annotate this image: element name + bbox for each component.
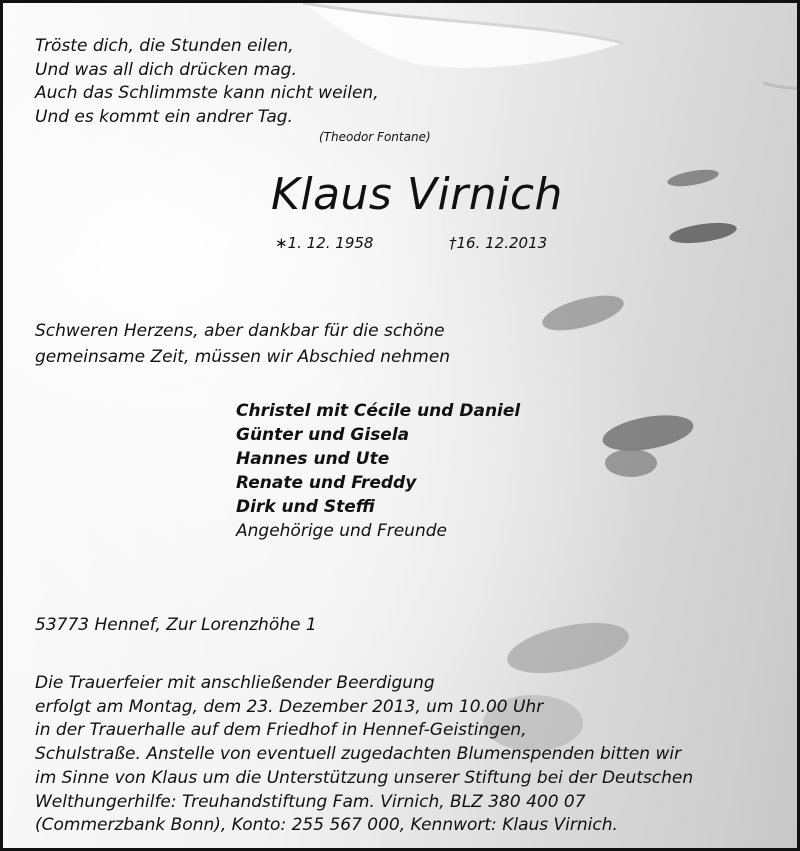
service-line: Schulstraße. Anstelle von eventuell zugedachten Blumenspenden bitten wir [35, 744, 682, 765]
message-line: Schweren Herzens, aber dankbar für die schöne [35, 321, 445, 341]
poem-author: (Theodor Fontane) [319, 130, 431, 144]
mourners-list [236, 399, 520, 543]
service-line: (Commerzbank Bonn), Konto: 255 567 000, Kennwort: Klaus Virnich. [35, 815, 618, 836]
message-line: gemeinsame Zeit, müssen wir Abschied nehmen [35, 347, 451, 367]
mourner: Dirk und Steffi [236, 497, 376, 517]
funeral-service-info [35, 672, 693, 838]
deceased-name: Klaus Virnich [271, 169, 563, 220]
poem-line: Auch das Schlimmste kann nicht weilen, [35, 83, 379, 103]
mourner: Renate und Freddy [236, 473, 417, 493]
death-date: †16. 12.2013 [449, 234, 548, 252]
footprint-5 [605, 449, 657, 477]
poem-line: Und es kommt ein andrer Tag. [35, 106, 293, 127]
footprint-2 [668, 219, 738, 246]
poem [35, 35, 379, 129]
mourner: Christel mit Cécile und Daniel [236, 401, 521, 421]
farewell-message [35, 318, 450, 370]
birth-date: ∗1. 12. 1958 [275, 234, 374, 252]
service-line: erfolgt am Montag, dem 23. Dezember 2013, um 10.00 Uhr [35, 696, 544, 717]
mourner: Günter und Gisela [236, 425, 410, 445]
service-line: im Sinne von Klaus um die Unterstützung unserer Stiftung bei der Deutschen [35, 767, 694, 788]
service-line: Die Trauerfeier mit anschließender Beerdigung [35, 673, 435, 693]
wave-foam-2 [763, 83, 800, 88]
footprint-4 [600, 409, 696, 456]
service-line: in der Trauerhalle auf dem Friedhof in Hennef-Geistingen, [35, 720, 527, 741]
footprint-3 [539, 289, 627, 338]
relatives-and-friends: Angehörige und Freunde [236, 521, 447, 541]
service-line: Welthungerhilfe: Treuhandstiftung Fam. Virnich, BLZ 380 400 07 [35, 791, 586, 812]
mourner: Hannes und Ute [236, 449, 390, 469]
poem-line: Und was all dich drücken mag. [35, 59, 297, 80]
footprint-1 [666, 167, 720, 190]
poem-line: Tröste dich, die Stunden eilen, [35, 36, 294, 56]
address: 53773 Hennef, Zur Lorenzhöhe 1 [35, 615, 317, 635]
